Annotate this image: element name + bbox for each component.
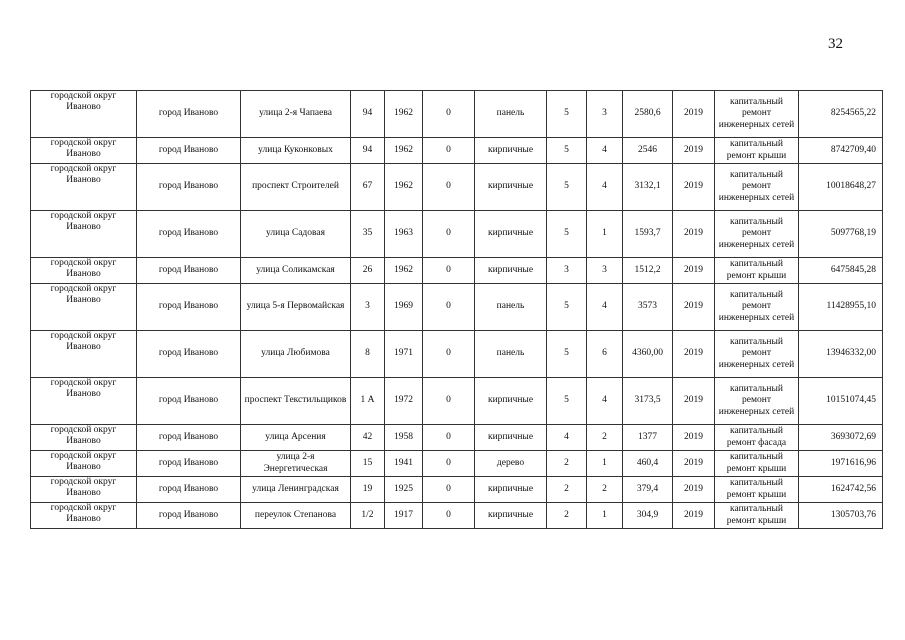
cell-house: 26 xyxy=(351,258,385,284)
cell-street: улица Садовая xyxy=(241,211,351,258)
cell-floors: 5 xyxy=(547,378,587,425)
cell-works: капитальный ремонт крыши xyxy=(715,477,799,503)
cell-floors: 4 xyxy=(547,425,587,451)
cell-cost: 11428955,10 xyxy=(799,284,883,331)
cell-municipality: городской округ Иваново xyxy=(31,258,137,284)
cell-house: 67 xyxy=(351,164,385,211)
cell-city: город Иваново xyxy=(137,91,241,138)
cell-year-built: 1925 xyxy=(385,477,423,503)
cell-municipality: городской округ Иваново xyxy=(31,91,137,138)
table-row xyxy=(31,284,883,331)
cell-street: проспект Строителей xyxy=(241,164,351,211)
cell-plan-year: 2019 xyxy=(673,138,715,164)
cell-wall-material: кирпичные xyxy=(475,211,547,258)
cell-city: город Иваново xyxy=(137,138,241,164)
cell-floors: 3 xyxy=(547,258,587,284)
cell-house: 8 xyxy=(351,331,385,378)
cell-area: 1593,7 xyxy=(623,211,673,258)
cell-cost: 1624742,56 xyxy=(799,477,883,503)
cell-year-built: 1958 xyxy=(385,425,423,451)
cell-year-built: 1971 xyxy=(385,331,423,378)
table-row xyxy=(31,378,883,425)
cell-entrances: 6 xyxy=(587,331,623,378)
cell-wall-material: кирпичные xyxy=(475,503,547,529)
cell-works: капитальный ремонт инженерных сетей xyxy=(715,211,799,258)
cell-works: капитальный ремонт крыши xyxy=(715,503,799,529)
cell-area: 3573 xyxy=(623,284,673,331)
cell-area: 2580,6 xyxy=(623,91,673,138)
cell-zero: 0 xyxy=(423,211,475,258)
cell-municipality: городской округ Иваново xyxy=(31,284,137,331)
cell-year-built: 1972 xyxy=(385,378,423,425)
cell-wall-material: панель xyxy=(475,284,547,331)
cell-zero: 0 xyxy=(423,284,475,331)
cell-municipality: городской округ Иваново xyxy=(31,503,137,529)
cell-plan-year: 2019 xyxy=(673,211,715,258)
cell-zero: 0 xyxy=(423,331,475,378)
cell-zero: 0 xyxy=(423,91,475,138)
cell-plan-year: 2019 xyxy=(673,331,715,378)
cell-floors: 5 xyxy=(547,164,587,211)
cell-zero: 0 xyxy=(423,138,475,164)
table-row xyxy=(31,503,883,529)
cell-municipality: городской округ Иваново xyxy=(31,331,137,378)
cell-street: улица Ленинградская xyxy=(241,477,351,503)
cell-street: улица 2-я Чапаева xyxy=(241,91,351,138)
table-row xyxy=(31,451,883,477)
cell-wall-material: кирпичные xyxy=(475,378,547,425)
cell-cost: 8742709,40 xyxy=(799,138,883,164)
table-row xyxy=(31,425,883,451)
table-row xyxy=(31,164,883,211)
cell-street: улица Соликамская xyxy=(241,258,351,284)
cell-year-built: 1962 xyxy=(385,258,423,284)
cell-cost: 6475845,28 xyxy=(799,258,883,284)
cell-year-built: 1962 xyxy=(385,138,423,164)
cell-zero: 0 xyxy=(423,164,475,211)
cell-floors: 2 xyxy=(547,477,587,503)
cell-works: капитальный ремонт инженерных сетей xyxy=(715,378,799,425)
cell-entrances: 3 xyxy=(587,258,623,284)
cell-plan-year: 2019 xyxy=(673,284,715,331)
cell-cost: 1971616,96 xyxy=(799,451,883,477)
cell-floors: 5 xyxy=(547,211,587,258)
cell-house: 94 xyxy=(351,91,385,138)
cell-floors: 5 xyxy=(547,138,587,164)
cell-municipality: городской округ Иваново xyxy=(31,378,137,425)
cell-works: капитальный ремонт крыши xyxy=(715,451,799,477)
cell-works: капитальный ремонт инженерных сетей xyxy=(715,284,799,331)
cell-wall-material: кирпичные xyxy=(475,138,547,164)
cell-floors: 2 xyxy=(547,503,587,529)
table-row xyxy=(31,258,883,284)
cell-city: город Иваново xyxy=(137,503,241,529)
cell-city: город Иваново xyxy=(137,477,241,503)
cell-municipality: городской округ Иваново xyxy=(31,138,137,164)
cell-floors: 5 xyxy=(547,331,587,378)
cell-city: город Иваново xyxy=(137,258,241,284)
cell-plan-year: 2019 xyxy=(673,477,715,503)
cell-house: 15 xyxy=(351,451,385,477)
cell-cost: 10018648,27 xyxy=(799,164,883,211)
cell-cost: 10151074,45 xyxy=(799,378,883,425)
cell-year-built: 1962 xyxy=(385,91,423,138)
cell-plan-year: 2019 xyxy=(673,378,715,425)
cell-works: капитальный ремонт инженерных сетей xyxy=(715,164,799,211)
cell-street: улица 5-я Первомайская xyxy=(241,284,351,331)
cell-house: 3 xyxy=(351,284,385,331)
cell-area: 3132,1 xyxy=(623,164,673,211)
cell-zero: 0 xyxy=(423,378,475,425)
cell-cost: 5097768,19 xyxy=(799,211,883,258)
cell-wall-material: кирпичные xyxy=(475,425,547,451)
cell-area: 304,9 xyxy=(623,503,673,529)
cell-area: 379,4 xyxy=(623,477,673,503)
cell-plan-year: 2019 xyxy=(673,451,715,477)
cell-floors: 5 xyxy=(547,91,587,138)
cell-street: переулок Степанова xyxy=(241,503,351,529)
table-row xyxy=(31,477,883,503)
cell-works: капитальный ремонт крыши xyxy=(715,138,799,164)
cell-area: 2546 xyxy=(623,138,673,164)
cell-plan-year: 2019 xyxy=(673,503,715,529)
cell-area: 1377 xyxy=(623,425,673,451)
cell-plan-year: 2019 xyxy=(673,91,715,138)
cell-street: улица Куконковых xyxy=(241,138,351,164)
cell-wall-material: кирпичные xyxy=(475,258,547,284)
cell-house: 19 xyxy=(351,477,385,503)
cell-year-built: 1941 xyxy=(385,451,423,477)
cell-entrances: 1 xyxy=(587,503,623,529)
cell-zero: 0 xyxy=(423,258,475,284)
cell-works: капитальный ремонт инженерных сетей xyxy=(715,91,799,138)
table-body xyxy=(31,91,883,529)
cell-house: 42 xyxy=(351,425,385,451)
cell-zero: 0 xyxy=(423,451,475,477)
cell-wall-material: кирпичные xyxy=(475,477,547,503)
cell-cost: 13946332,00 xyxy=(799,331,883,378)
cell-plan-year: 2019 xyxy=(673,164,715,211)
cell-entrances: 3 xyxy=(587,91,623,138)
cell-entrances: 1 xyxy=(587,211,623,258)
cell-entrances: 2 xyxy=(587,477,623,503)
cell-house: 1/2 xyxy=(351,503,385,529)
cell-street: улица Арсения xyxy=(241,425,351,451)
cell-city: город Иваново xyxy=(137,451,241,477)
cell-house: 35 xyxy=(351,211,385,258)
cell-works: капитальный ремонт крыши xyxy=(715,258,799,284)
cell-street: улица Любимова xyxy=(241,331,351,378)
cell-zero: 0 xyxy=(423,503,475,529)
cell-municipality: городской округ Иваново xyxy=(31,211,137,258)
cell-entrances: 1 xyxy=(587,451,623,477)
cell-cost: 8254565,22 xyxy=(799,91,883,138)
cell-city: город Иваново xyxy=(137,284,241,331)
cell-works: капитальный ремонт инженерных сетей xyxy=(715,331,799,378)
table-row xyxy=(31,331,883,378)
cell-entrances: 4 xyxy=(587,138,623,164)
cell-city: город Иваново xyxy=(137,211,241,258)
cell-year-built: 1969 xyxy=(385,284,423,331)
cell-year-built: 1917 xyxy=(385,503,423,529)
cell-city: город Иваново xyxy=(137,164,241,211)
table-row xyxy=(31,91,883,138)
housing-repair-table xyxy=(30,90,883,529)
cell-house: 94 xyxy=(351,138,385,164)
cell-municipality: городской округ Иваново xyxy=(31,451,137,477)
cell-house: 1 А xyxy=(351,378,385,425)
cell-entrances: 4 xyxy=(587,284,623,331)
cell-plan-year: 2019 xyxy=(673,425,715,451)
cell-floors: 2 xyxy=(547,451,587,477)
cell-street: улица 2-я Энергетическая xyxy=(241,451,351,477)
cell-entrances: 4 xyxy=(587,378,623,425)
cell-wall-material: кирпичные xyxy=(475,164,547,211)
cell-year-built: 1963 xyxy=(385,211,423,258)
table-row xyxy=(31,138,883,164)
cell-municipality: городской округ Иваново xyxy=(31,477,137,503)
cell-wall-material: панель xyxy=(475,331,547,378)
cell-plan-year: 2019 xyxy=(673,258,715,284)
cell-entrances: 4 xyxy=(587,164,623,211)
page-number: 32 xyxy=(828,36,843,52)
cell-city: город Иваново xyxy=(137,425,241,451)
cell-year-built: 1962 xyxy=(385,164,423,211)
cell-zero: 0 xyxy=(423,477,475,503)
cell-wall-material: панель xyxy=(475,91,547,138)
cell-wall-material: дерево xyxy=(475,451,547,477)
cell-works: капитальный ремонт фасада xyxy=(715,425,799,451)
cell-entrances: 2 xyxy=(587,425,623,451)
cell-municipality: городской округ Иваново xyxy=(31,164,137,211)
cell-street: проспект Текстильщиков xyxy=(241,378,351,425)
cell-area: 460,4 xyxy=(623,451,673,477)
cell-area: 4360,00 xyxy=(623,331,673,378)
cell-municipality: городской округ Иваново xyxy=(31,425,137,451)
cell-zero: 0 xyxy=(423,425,475,451)
table-row xyxy=(31,211,883,258)
cell-area: 1512,2 xyxy=(623,258,673,284)
cell-area: 3173,5 xyxy=(623,378,673,425)
cell-cost: 3693072,69 xyxy=(799,425,883,451)
cell-cost: 1305703,76 xyxy=(799,503,883,529)
cell-city: город Иваново xyxy=(137,331,241,378)
cell-floors: 5 xyxy=(547,284,587,331)
cell-city: город Иваново xyxy=(137,378,241,425)
